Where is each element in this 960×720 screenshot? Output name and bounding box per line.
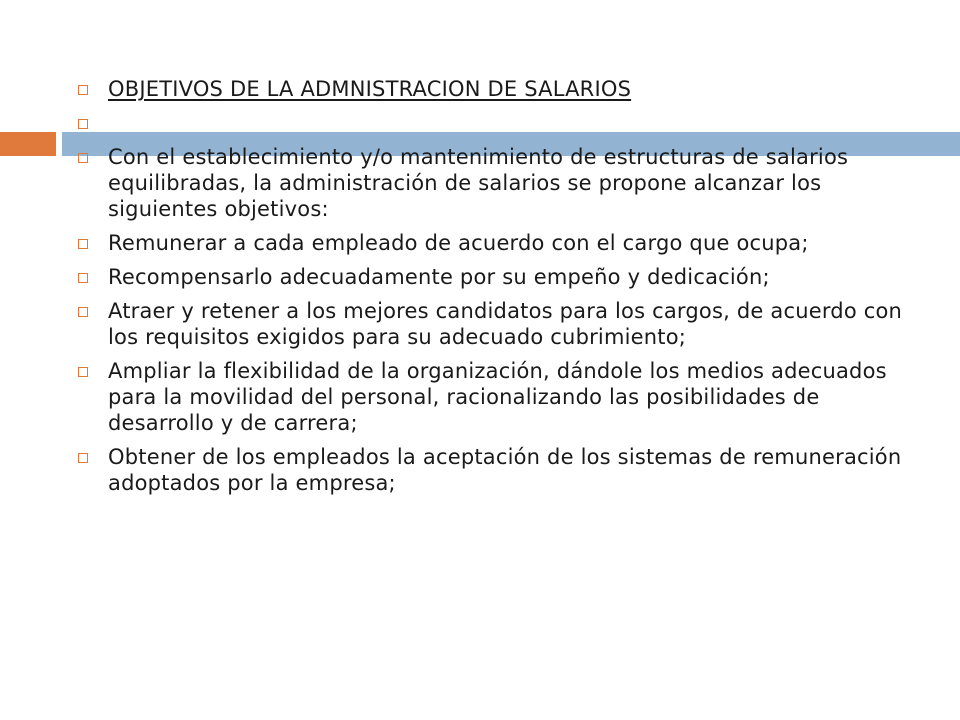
bullet-item-objective-1 bbox=[72, 230, 912, 256]
accent-bar-orange bbox=[0, 132, 56, 156]
bullet-text: Obtener de los empleados la aceptación de los sistemas de remuneración adoptados por la empresa; bbox=[108, 445, 902, 495]
bullet-text: Recompensarlo adecuadamente por su empeño y dedicación; bbox=[108, 265, 770, 289]
slide-title: OBJETIVOS DE LA ADMNISTRACION DE SALARIOS bbox=[108, 77, 632, 101]
bullet-item-objective-2 bbox=[72, 264, 912, 290]
hollow-square-icon bbox=[78, 367, 88, 377]
bullet-item-empty bbox=[72, 110, 912, 136]
hollow-square-icon bbox=[78, 153, 88, 163]
bullet-item-objective-4 bbox=[72, 358, 912, 436]
hollow-square-icon bbox=[78, 273, 88, 283]
bullet-text: Remunerar a cada empleado de acuerdo con el cargo que ocupa; bbox=[108, 231, 809, 255]
bullet-item-intro bbox=[72, 144, 912, 222]
bullet-list bbox=[72, 76, 912, 504]
hollow-square-icon bbox=[78, 307, 88, 317]
bullet-text: Con el establecimiento y/o mantenimiento de estructuras de salarios equilibradas, la administración de salarios se propone alcanzar los siguientes objetivos: bbox=[108, 145, 849, 221]
bullet-text: Atraer y retener a los mejores candidatos para los cargos, de acuerdo con los requisitos exigidos para su adecuado cubrimiento; bbox=[108, 299, 903, 349]
bullet-item-objective-3 bbox=[72, 298, 912, 350]
hollow-square-icon bbox=[78, 119, 88, 129]
hollow-square-icon bbox=[78, 453, 88, 463]
bullet-item-title bbox=[72, 76, 912, 102]
bullet-item-objective-5 bbox=[72, 444, 912, 496]
hollow-square-icon bbox=[78, 85, 88, 95]
bullet-text: Ampliar la flexibilidad de la organización, dándole los medios adecuados para la movilidad del personal, racionalizando las posibilidades de desarrollo y de carrera; bbox=[108, 359, 887, 435]
hollow-square-icon bbox=[78, 239, 88, 249]
